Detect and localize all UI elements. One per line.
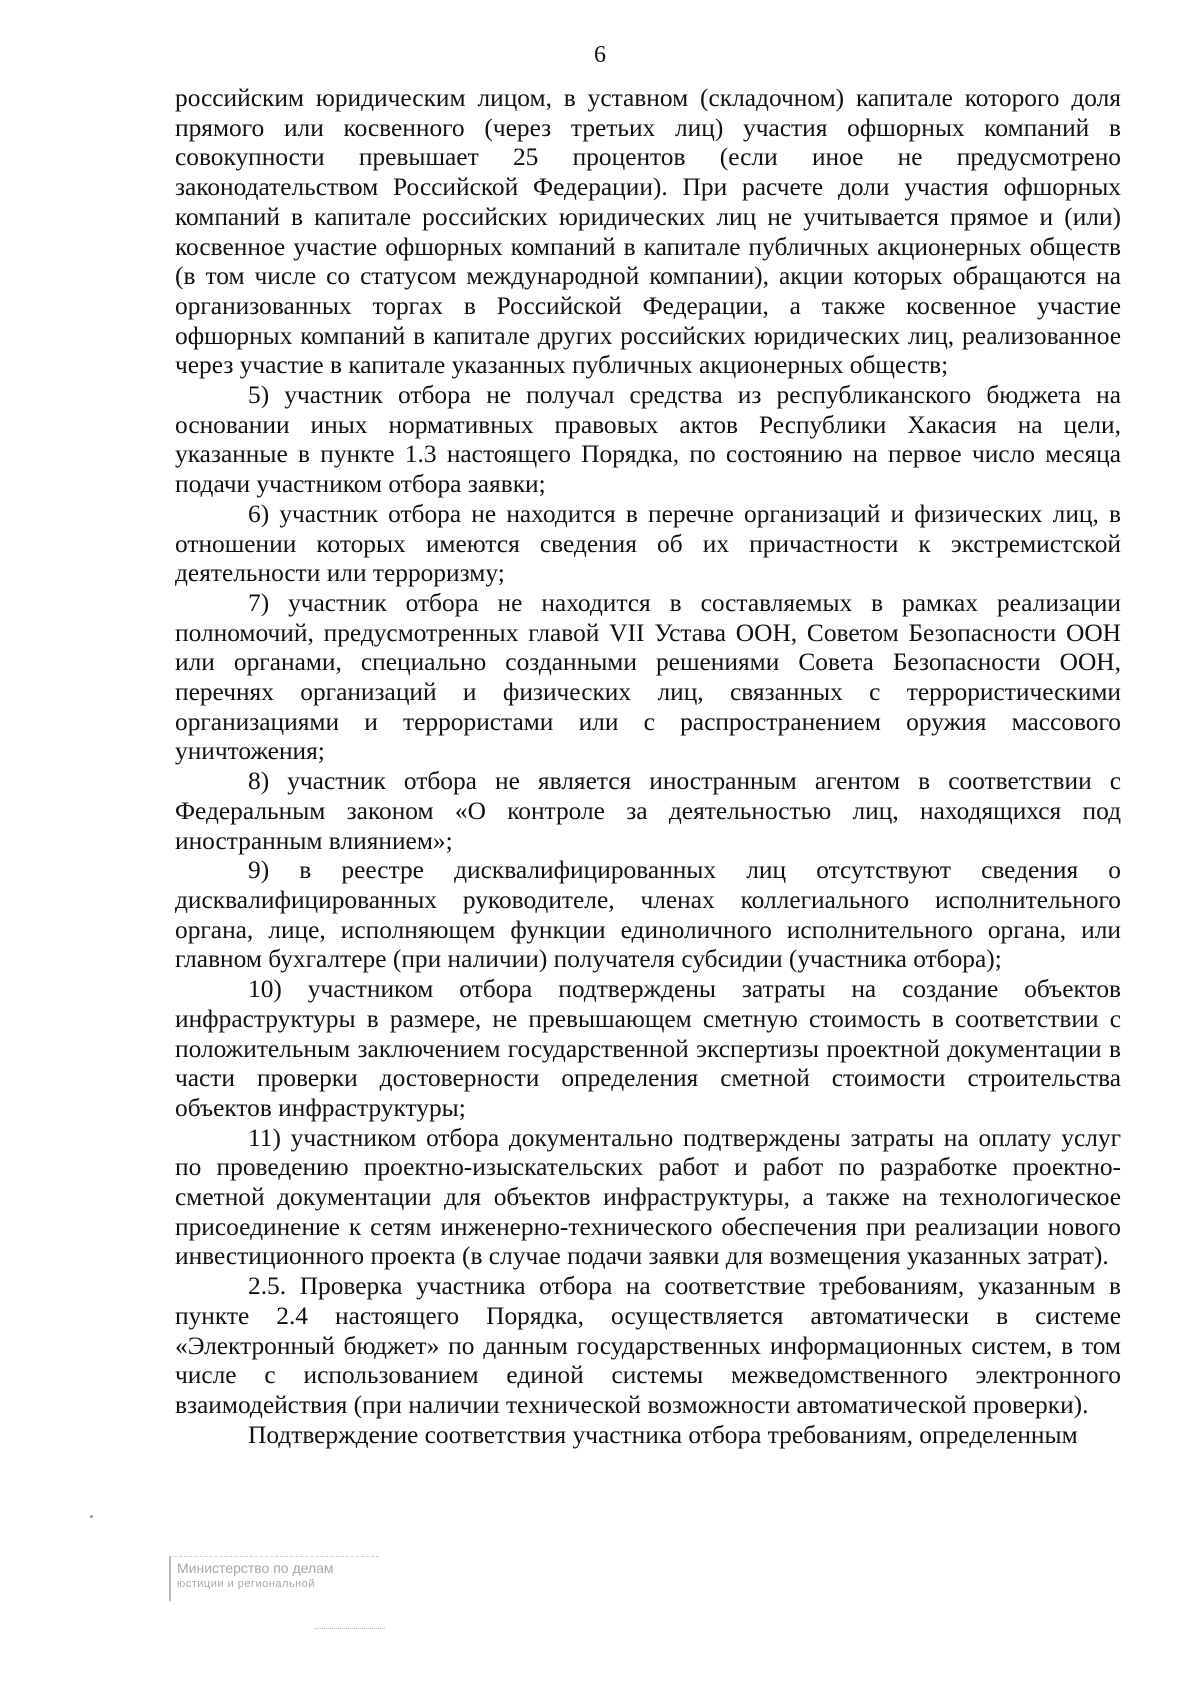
scan-speck [90, 1515, 93, 1518]
paragraph-item-10: 10) участником отбора подтверждены затраты на создание объектов инфраструктуры в размере, не превышающем сметную стоимость в соответствии с положительным заключением государственной экспертизы проектной документации в части проверки достоверности определения сметной стоимости строительства объектов инфраструктуры; [175, 975, 1121, 1122]
paragraph-2-5: 2.5. Проверка участника отбора на соответствие требованиям, указанным в пункте 2.4 настоящего Порядка, осуществляется автоматически в системе «Электронный бюджет» по данным государственных информационных систем, в том числе с использованием единой системы межведомственного электронного взаимодействия (при наличии технической возможности автоматической проверки). [175, 1272, 1121, 1419]
paragraph-confirmation: Подтверждение соответствия участника отбора требованиям, определенным [248, 1420, 1078, 1449]
paragraph-item-11: 11) участником отбора документально подтверждены затраты на оплату услуг по проведению проектно-изыскательских работ и работ по разработке проектно-сметной документации для объектов инфраструктуры, а также на технологическое присоединение к сетям инженерно-технического обеспечения при реализации нового инвестиционного проекта (в случае подачи заявки для возмещения указанных затрат). [175, 1123, 1121, 1271]
paragraph-continuation: российским юридическим лицом, в уставном (складочном) капитале которого доля прямого или косвенного (через третьих лиц) участия офшорных компаний в совокупности превышает 25 процентов (если иное не предусмотрено законодательством Российской Федерации). При расчете доли участия офшорных компаний в капитале российских юридических лиц не учитывается прямое и (или) косвенное участие офшорных компаний в капитале публичных акционерных обществ (в том числе со статусом международной компании), акции которых обращаются на организованных торгах в Российской Федерации, а также косвенное участие офшорных компаний в капитале других российских юридических лиц, реализованное через участие в капитале указанных публичных акционерных обществ; [175, 84, 1121, 380]
paragraph-item-9: 9) в реестре дисквалифицированных лиц отсутствуют сведения о дисквалифицированных руководителе, членах коллегиального исполнительного органа, лице, исполняющем функции единоличного исполнительного органа, или главном бухгалтере (при наличии) получателя субсидии (участника отбора); [175, 856, 1121, 974]
paragraph-item-6: 6) участник отбора не находится в перечне организаций и физических лиц, в отношении которых имеются сведения об их причастности к экстремистской деятельности или терроризму; [175, 499, 1121, 588]
document-body [175, 84, 1121, 1450]
page-number: 6 [594, 42, 606, 68]
ministry-stamp [169, 1556, 379, 1601]
stamp-line-2: юстиции и региональной [177, 1578, 315, 1590]
stamp-line-1: Министерство по делам [177, 1560, 334, 1576]
paragraph-item-5: 5) участник отбора не получал средства из республиканского бюджета на основании иных нормативных правовых актов Республики Хакасия на цели, указанные в пункте 1.3 настоящего Порядка, по состоянию на первое число месяца подачи участником отбора заявки; [175, 381, 1121, 499]
paragraph-item-8: 8) участник отбора не является иностранным агентом в соответствии с Федеральным законом «О контроле за деятельностью лиц, находящихся под иностранным влиянием»; [175, 767, 1121, 855]
stamp-dotted-line [315, 1628, 385, 1630]
paragraph-item-7: 7) участник отбора не находится в составляемых в рамках реализации полномочий, предусмотренных главой VII Устава ООН, Советом Безопасности ООН или органами, специально созданными решениями Совета Безопасности ООН, перечнях организаций и физических лиц, связанных с террористическими организациями и террористами или с распространением оружия массового уничтожения; [175, 588, 1121, 766]
